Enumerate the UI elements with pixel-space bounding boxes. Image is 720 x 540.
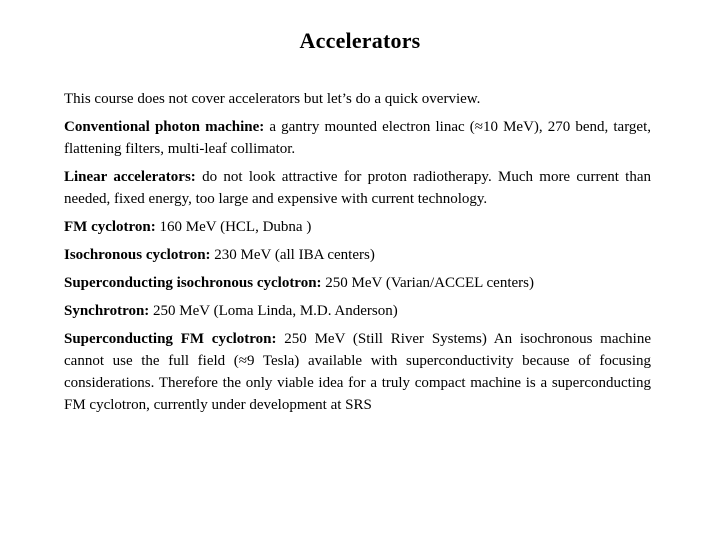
slide-title: Accelerators [299, 28, 421, 53]
synchrotron-paragraph [64, 300, 651, 322]
paragraph-text: 250 MeV (Varian/ACCEL centers) [321, 275, 534, 291]
paragraph-term: Superconducting FM cyclotron: [64, 331, 277, 347]
paragraph-term: Conventional photon machine: [64, 119, 265, 135]
superconducting-isochronous-cyclotron-paragraph [64, 272, 651, 294]
paragraph-text: do not look attractive for proton radiotherapy. Much more current than needed, fixed energy, too large and expensive with current technology. [64, 169, 651, 207]
paragraph-term: FM cyclotron: [64, 219, 156, 235]
paragraph-term: Linear accelerators: [64, 169, 196, 185]
conventional-photon-machine-paragraph [64, 116, 651, 160]
slide-body [64, 88, 651, 422]
paragraph-text: This course does not cover accelerators but let’s do a quick overview. [64, 91, 481, 107]
paragraph-text: 230 MeV (all IBA centers) [210, 247, 375, 263]
paragraph-text: 250 MeV (Loma Linda, M.D. Anderson) [149, 303, 398, 319]
paragraph-text: 250 MeV (Still River Systems) An isochronous machine cannot use the full field (≈9 Tesla) available with superconductivity because of focusing considerations. Therefore the only viable idea for a truly compact machine is a superconducting FM cyclotron, currently under development at SRS [64, 331, 651, 413]
paragraph-term: Isochronous cyclotron: [64, 247, 211, 263]
paragraph-text: 160 MeV (HCL, Dubna ) [155, 219, 312, 235]
linear-accelerators-paragraph [64, 166, 651, 210]
paragraph-term: Synchrotron: [64, 303, 150, 319]
superconducting-fm-cyclotron-paragraph [64, 328, 651, 416]
fm-cyclotron-paragraph [64, 216, 651, 238]
paragraph-text: a gantry mounted electron linac (≈10 MeV), 270 bend, target, flattening filters, multi-leaf collimator. [64, 119, 651, 157]
intro-paragraph [64, 88, 651, 110]
paragraph-term: Superconducting isochronous cyclotron: [64, 275, 322, 291]
isochronous-cyclotron-paragraph [64, 244, 651, 266]
